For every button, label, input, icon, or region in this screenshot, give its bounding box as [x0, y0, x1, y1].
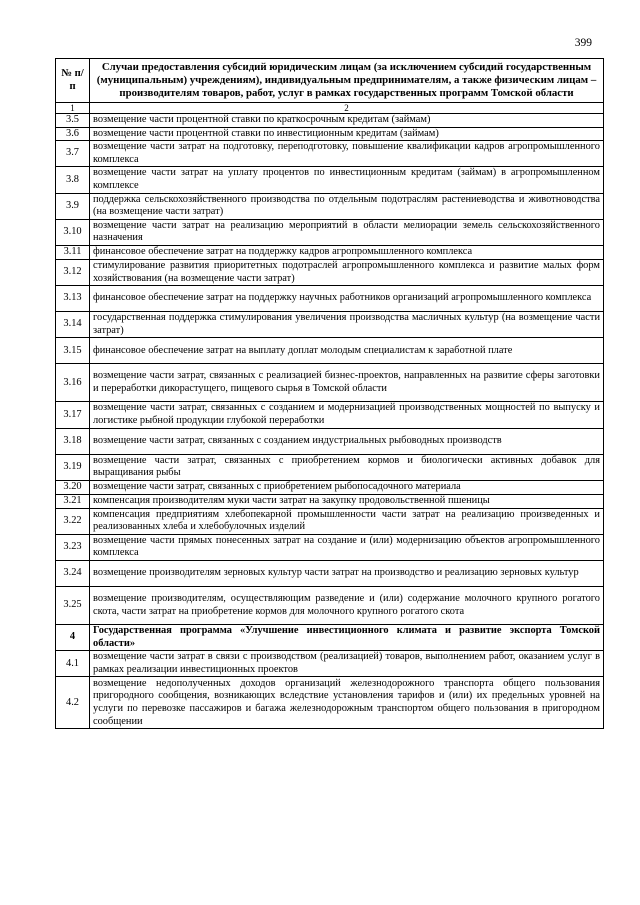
- row-description: возмещение части затрат, связанных с созданием и модернизацией производственных мощностей по выпуску и логистике рыбной продукции глубокой переработки: [90, 402, 604, 428]
- row-number: 3.11: [56, 245, 90, 259]
- table-row: [56, 141, 604, 167]
- row-number: 3.15: [56, 338, 90, 364]
- row-description: финансовое обеспечение затрат на выплату доплат молодым специалистам к заработной плате: [90, 338, 604, 364]
- row-description: компенсация производителям муки части затрат на закупку продовольственной пшеницы: [90, 494, 604, 508]
- table-row: [56, 428, 604, 454]
- row-description: возмещение части затрат на реализацию мероприятий в области мелиорации земель сельскохозяйственного назначения: [90, 219, 604, 245]
- row-number: 4.1: [56, 651, 90, 677]
- row-number: 3.9: [56, 193, 90, 219]
- section-row: [56, 625, 604, 651]
- row-number: 3.12: [56, 259, 90, 285]
- row-number: 3.7: [56, 141, 90, 167]
- table-row: [56, 587, 604, 625]
- row-number: 4.2: [56, 677, 90, 729]
- row-number: 3.20: [56, 480, 90, 494]
- table-row: [56, 312, 604, 338]
- row-number: 3.5: [56, 114, 90, 128]
- table-row: [56, 534, 604, 560]
- row-description: возмещение части затрат, связанных с созданием индустриальных рыбоводных производств: [90, 428, 604, 454]
- header-num-cell: № п/п: [56, 59, 90, 103]
- row-number: 3.23: [56, 534, 90, 560]
- row-number: 3.14: [56, 312, 90, 338]
- row-number: 3.6: [56, 127, 90, 141]
- table-row: [56, 338, 604, 364]
- table-row: [56, 219, 604, 245]
- header-title-cell: Случаи предоставления субсидий юридическим лицам (за исключением субсидий государственным (муниципальным) учреждениям), индивидуальным предпринимателям, а также физическим лицам – производителям товаров, работ, услуг в рамках государственных программ Томской области: [90, 59, 604, 103]
- row-description: возмещение части процентной ставки по краткосрочным кредитам (займам): [90, 114, 604, 128]
- row-number: 3.16: [56, 364, 90, 402]
- row-description: возмещение части процентной ставки по инвестиционным кредитам (займам): [90, 127, 604, 141]
- row-description: возмещение части затрат, связанных с приобретением рыбопосадочного материала: [90, 480, 604, 494]
- column-number-2: 2: [90, 103, 604, 114]
- subsidy-table: [55, 58, 604, 729]
- column-number-1: 1: [56, 103, 90, 114]
- table-row: [56, 561, 604, 587]
- table-row: [56, 677, 604, 729]
- table-row: [56, 364, 604, 402]
- table-row: [56, 286, 604, 312]
- row-description: финансовое обеспечение затрат на поддержку кадров агропромышленного комплекса: [90, 245, 604, 259]
- row-number: 3.24: [56, 561, 90, 587]
- row-number: 3.8: [56, 167, 90, 193]
- row-number: 3.22: [56, 508, 90, 534]
- row-description: возмещение части затрат на уплату процентов по инвестиционным кредитам (займам) в агропромышленном комплексе: [90, 167, 604, 193]
- row-description: компенсация предприятиям хлебопекарной промышленности части затрат на реализацию произведенных и реализованных хлеба и хлебобулочных изделий: [90, 508, 604, 534]
- row-description: возмещение производителям, осуществляющим разведение и (или) содержание молочного крупного рогатого скота, части затрат на приобретение кормов для молочного крупного рогатого скота: [90, 587, 604, 625]
- section-title: Государственная программа «Улучшение инвестиционного климата и развитие экспорта Томской области»: [90, 625, 604, 651]
- row-number: 3.25: [56, 587, 90, 625]
- table-row: [56, 114, 604, 128]
- row-description: возмещение недополученных доходов организаций железнодорожного транспорта общего пользования пригородного сообщения, возникающих вследствие установления тарифов и (или) их предельных уровней на услуги по перевозке пассажиров и багажа железнодорожным транспортом общего пользования в пригородном сообщении: [90, 677, 604, 729]
- row-description: возмещение части затрат, связанных с приобретением кормов и биологически активных добавок для выращивания рыбы: [90, 454, 604, 480]
- table-row: [56, 508, 604, 534]
- row-number: 3.19: [56, 454, 90, 480]
- row-number: 3.21: [56, 494, 90, 508]
- row-description: поддержка сельскохозяйственного производства по отдельным подотраслям растениеводства и животноводства (на возмещение части затрат): [90, 193, 604, 219]
- row-description: возмещение части затрат на подготовку, переподготовку, повышение квалификации кадров агропромышленного комплекса: [90, 141, 604, 167]
- row-description: возмещение части затрат, связанных с реализацией бизнес-проектов, направленных на развитие сферы заготовки и переработки дикорастущего, пищевого сырья в Томской области: [90, 364, 604, 402]
- table-row: [56, 167, 604, 193]
- table-header-row: [56, 59, 604, 103]
- table-row: [56, 494, 604, 508]
- row-number: 3.17: [56, 402, 90, 428]
- table-row: [56, 480, 604, 494]
- table-row: [56, 454, 604, 480]
- row-number: 3.10: [56, 219, 90, 245]
- table-row: [56, 651, 604, 677]
- column-number-row: [56, 103, 604, 114]
- table-row: [56, 127, 604, 141]
- row-description: возмещение производителям зерновых культур части затрат на производство и реализацию зерновых культур: [90, 561, 604, 587]
- row-number: 3.13: [56, 286, 90, 312]
- table-row: [56, 259, 604, 285]
- table-row: [56, 193, 604, 219]
- row-number: 4: [56, 625, 90, 651]
- row-description: финансовое обеспечение затрат на поддержку научных работников организаций агропромышленного комплекса: [90, 286, 604, 312]
- row-description: возмещение части затрат в связи с производством (реализацией) товаров, выполнением работ, оказанием услуг в рамках реализации инвестиционных проектов: [90, 651, 604, 677]
- row-number: 3.18: [56, 428, 90, 454]
- row-description: возмещение части прямых понесенных затрат на создание и (или) модернизацию объектов агропромышленного комплекса: [90, 534, 604, 560]
- table-row: [56, 402, 604, 428]
- row-description: стимулирование развития приоритетных подотраслей агропромышленного комплекса и развитие малых форм хозяйствования (на возмещение части затрат): [90, 259, 604, 285]
- page-number: 399: [574, 37, 592, 49]
- row-description: государственная поддержка стимулирования увеличения производства масличных культур (на возмещение части затрат): [90, 312, 604, 338]
- table-row: [56, 245, 604, 259]
